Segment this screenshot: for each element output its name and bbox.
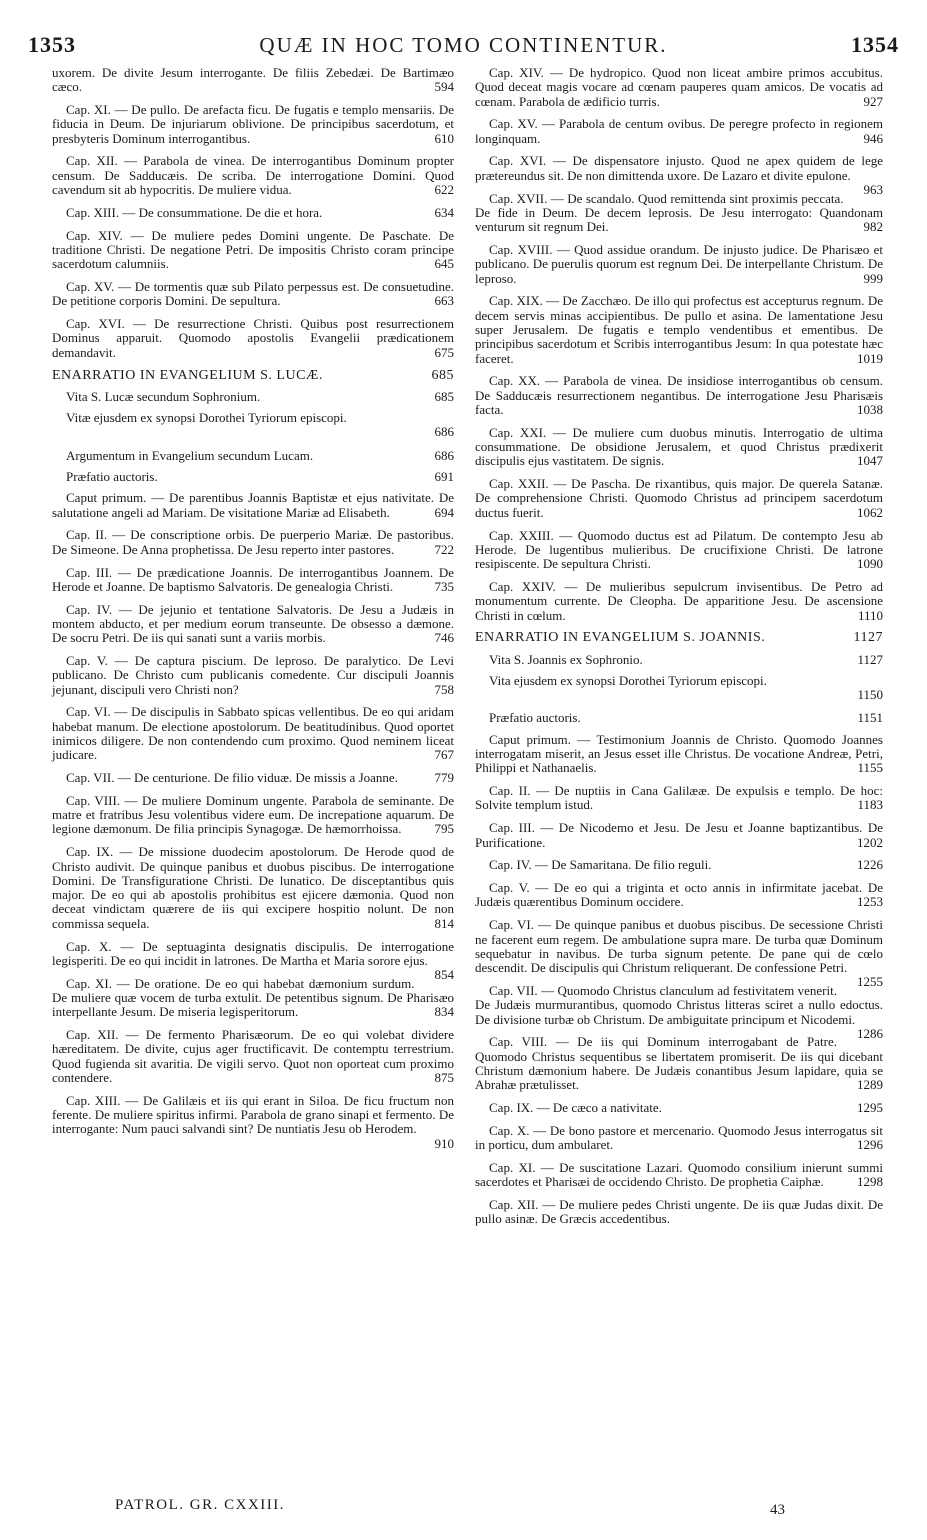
toc-chapter-entry bbox=[52, 103, 454, 146]
page-ref: 722 bbox=[434, 541, 454, 557]
chapter-summary: Cap. XIII. — De consummatione. De die et hora. bbox=[66, 204, 323, 220]
toc-chapter-entry bbox=[475, 117, 883, 146]
toc-chapter-entry bbox=[475, 580, 883, 623]
toc-plain-entry bbox=[489, 711, 883, 725]
page-ref: 1090 bbox=[857, 556, 883, 572]
toc-chapter-entry bbox=[475, 294, 883, 365]
page-ref: 685 bbox=[434, 388, 454, 404]
page-ref: 746 bbox=[434, 630, 454, 646]
toc-plain-entry bbox=[66, 449, 454, 463]
chapter-summary: Cap. XVII. — De scandalo. Quod remittenda sint proximis peccata. De fide in Deum. De decem leprosis. De Jesu interrogato: Quandonam venturum sit regnum Dei. bbox=[475, 190, 883, 235]
chapter-summary: Cap. IV. — De Samaritana. De filio reguli. bbox=[489, 857, 712, 873]
toc-chapter-entry bbox=[475, 821, 883, 850]
toc-chapter-entry bbox=[475, 1161, 883, 1190]
page-ref: 1062 bbox=[857, 504, 883, 520]
page-ref: 779 bbox=[434, 770, 454, 786]
toc-chapter-entry bbox=[475, 917, 883, 990]
page-ref: 1253 bbox=[857, 894, 883, 910]
toc-chapter-entry bbox=[52, 603, 454, 646]
page-ref: 634 bbox=[434, 204, 454, 220]
toc-chapter-entry bbox=[475, 784, 883, 813]
chapter-summary: Cap. XIII. — De Galilæis et iis qui erant in Siloa. De ficu fructum non ferente. De muliere spiritus infirmi. Parabola de grano sinapi et fermento. De interrogante: Num pauci salvandi sint? De nuntiatis Jesu ob Herodem. bbox=[52, 1092, 454, 1137]
toc-chapter-entry bbox=[475, 66, 883, 109]
page-ref: 1202 bbox=[857, 834, 883, 850]
section-heading bbox=[475, 631, 883, 645]
page-ref: 1298 bbox=[857, 1174, 883, 1190]
left-page-number: 1353 bbox=[28, 32, 76, 57]
chapter-summary: Cap. XI. — De suscitatione Lazari. Quomodo consilium inierunt summi sacerdotes et Pharisæi de occidendo Christo. De prophetia Caiphæ. bbox=[475, 1159, 883, 1190]
sheet-number: 43 bbox=[770, 1502, 785, 1518]
page-ref: 767 bbox=[434, 747, 454, 763]
chapter-summary: Caput primum. — Testimonium Joannis de Christo. Quomodo Joannes interrogatam miserit, an Jesus esset ille Christus. De vocatione Andreæ, Petri, Philippi et Nathanaelis. bbox=[475, 731, 883, 776]
chapter-summary: Cap. XIX. — De Zacchæo. De illo qui profectus est accepturus regnum. De decem servis minas accipientibus. De pullo et asina. De lamentatione Jesu super Jerusalem. De fugatis e templo vendentibus et ementibus. De principibus sacerdotum et Scribis interrogantibus Jesum: In qua potestate hæc faceret. bbox=[475, 293, 883, 366]
chapter-summary: Caput primum. — De parentibus Joannis Baptistæ et ejus nativitate. De salutatione angeli ad Mariam. De visitatione Mariæ ad Elisabeth. bbox=[52, 490, 454, 520]
chapter-summary: Cap. VI. — De quinque panibus et duobus piscibus. De secessione Christi ne facerent eum regem. De ambulatione supra mare. De turba quæ Dominum sequebatur in navibus. De turba signum petente. De pane qui de cœlo descendit. De discipulis qui Christum reliquerant. De confessione Petri. bbox=[475, 917, 883, 976]
toc-chapter-entry bbox=[52, 705, 454, 762]
toc-plain-entry bbox=[66, 390, 454, 404]
chapter-summary: Cap. XII. — De muliere pedes Christi ungente. De iis quæ Judas dixit. De pullo asinæ. De Græcis accedentibus. bbox=[475, 1197, 883, 1227]
page-ref: 1047 bbox=[857, 453, 883, 469]
toc-chapter-entry bbox=[475, 733, 883, 776]
page-ref: 854 bbox=[434, 967, 454, 983]
toc-chapter-entry bbox=[475, 858, 883, 872]
chapter-summary: Cap. VI. — De discipulis in Sabbato spicas vellentibus. De eo qui aridam habebat manum. De electione apostolorum. De beatitudinibus. Quod oportet inimicos diligere. De non contendendo cum proximo. Quod neminem liceat judicare. bbox=[52, 704, 454, 763]
toc-chapter-entry bbox=[52, 845, 454, 931]
page-ref: 1286 bbox=[857, 1025, 883, 1041]
right-page-number: 1354 bbox=[850, 32, 899, 57]
toc-plain-entry bbox=[489, 674, 883, 703]
chapter-summary: Cap. III. — De prædicatione Joannis. De interrogantibus Joannem. De Herode et Joanne. De baptismo Salvatoris. De genealogia Christi. bbox=[52, 564, 454, 594]
toc-chapter-entry bbox=[475, 1198, 883, 1227]
toc-plain-entry bbox=[489, 653, 883, 667]
page-ref: 694 bbox=[434, 504, 454, 520]
chapter-summary: Cap. XVI. — De resurrectione Christi. Quibus post resurrectionem Dominus apparuit. Quomodo apostolis Evangelii prædicationem demandavit. bbox=[52, 316, 454, 360]
toc-chapter-entry bbox=[52, 229, 454, 272]
footer-signature: PATROL. GR. CXXIII. bbox=[115, 1497, 286, 1513]
page-ref: 691 bbox=[434, 469, 454, 485]
entry-title: Vita ejusdem ex synopsi Dorothei Tyriorum episcopi. bbox=[489, 672, 767, 688]
chapter-summary: Cap. X. — De septuaginta designatis discipulis. De interrogatione legisperiti. De eo qui incidit in latrones. De Martha et Maria sorore ejus. bbox=[52, 938, 454, 968]
running-title: QUÆ IN HOC TOMO CONTINENTUR. bbox=[259, 33, 668, 57]
toc-chapter-entry bbox=[52, 938, 454, 983]
toc-chapter-entry bbox=[52, 66, 454, 95]
section-heading bbox=[52, 369, 454, 383]
toc-plain-entry bbox=[66, 411, 454, 440]
page-ref: 1038 bbox=[857, 401, 883, 417]
page-ref: 1019 bbox=[857, 350, 883, 366]
page-ref: 1295 bbox=[857, 1100, 883, 1116]
page-ref: 1127 bbox=[857, 651, 883, 667]
toc-chapter-entry bbox=[52, 206, 454, 220]
entry-title: Præfatio auctoris. bbox=[489, 710, 581, 726]
chapter-summary: uxorem. De divite Jesum interrogante. De filiis Zebedæi. De Bartimæo cæco. bbox=[52, 65, 454, 95]
chapter-summary: Cap. X. — De bono pastore et mercenario. Quomodo Jesus interrogatus sit in porticu, dum ambularet. bbox=[475, 1122, 883, 1153]
page-ref: 622 bbox=[434, 182, 454, 198]
toc-chapter-entry bbox=[52, 491, 454, 520]
left-column bbox=[52, 66, 454, 1151]
toc-chapter-entry bbox=[52, 771, 454, 785]
page-ref: 686 bbox=[434, 424, 454, 440]
entry-title: Præfatio auctoris. bbox=[66, 469, 158, 485]
toc-chapter-entry bbox=[52, 528, 454, 557]
chapter-summary: Cap. V. — De captura piscium. De leproso. De paralytico. De Levi publicano. De Christo cum publicanis comedente. Cur discipuli Joannis jejunant, discipuli vero Christi non? bbox=[52, 653, 454, 697]
toc-chapter-entry bbox=[475, 1124, 883, 1153]
toc-chapter-entry bbox=[475, 374, 883, 417]
page-ref: 758 bbox=[434, 681, 454, 697]
toc-chapter-entry bbox=[475, 426, 883, 469]
chapter-summary: Cap. IV. — De jejunio et tentatione Salvatoris. De Jesu a Judæis in montem abducto, et per medium eorum transeunte. De obsesso a dæmone. De socru Petri. De iis qui sanati sunt a variis morbis. bbox=[52, 601, 454, 646]
toc-chapter-entry bbox=[52, 280, 454, 309]
chapter-summary: Cap. VII. — Quomodo Christus clanculum ad festivitatem venerit. De Judæis murmurantibus, quomodo Christus litteras sciret a nullo edoctus. De divisione turbæ ob Christum. De ambiguitate principum et Nicodemi. bbox=[475, 982, 883, 1027]
page-ref: 1110 bbox=[857, 607, 883, 623]
chapter-summary: Cap. VIII. — De muliere Dominum ungente. Parabola de seminante. De matre et fratribus Jesu volentibus videre eum. De increpatione aquarum. De legione dæmonum. De filia principis Synagogæ. De hæmorrhoissa. bbox=[52, 792, 454, 837]
page-ref: 1151 bbox=[857, 710, 883, 726]
chapter-summary: Cap. V. — De eo qui a triginta et octo annis in infirmitate jacebat. De Judæis quærentibus Dominum occidere. bbox=[475, 880, 883, 910]
toc-chapter-entry bbox=[475, 1101, 883, 1115]
toc-chapter-entry bbox=[475, 153, 883, 198]
page-ref: 795 bbox=[434, 821, 454, 837]
chapter-summary: Cap. II. — De conscriptione orbis. De puerperio Mariæ. De pastoribus. De Simeone. De Anna prophetissa. De Jesu reperto inter pastores. bbox=[52, 527, 454, 557]
chapter-summary: Cap. XIV. — De hydropico. Quod non liceat ambire primos accubitus. Quod deceat magis vocare ad cœnam pauperes quam amicos. De vocatis ad cœnam. Parabola de ædificio turris. bbox=[475, 65, 883, 109]
entry-title: Argumentum in Evangelium secundum Lucam. bbox=[66, 447, 314, 463]
chapter-summary: Cap. II. — De nuptiis in Cana Galilææ. De expulsis e templo. De hoc: Solvite templum istud. bbox=[475, 783, 883, 813]
page-ref: 1255 bbox=[857, 974, 883, 990]
page-ref: 1289 bbox=[857, 1077, 883, 1093]
chapter-summary: Cap. XIV. — De muliere pedes Domini ungente. De Paschate. De traditione Christi. De negatione Petri. De impositis Christo coram principe sacerdotum calumniis. bbox=[52, 227, 454, 272]
page-ref: 982 bbox=[863, 219, 883, 235]
right-column bbox=[475, 66, 883, 1235]
chapter-summary: Cap. XX. — Parabola de vinea. De insidiose interrogantibus ob censum. De Sadducæis resurrectionem negantibus. De interrogatione Jesu Pharisæis facta. bbox=[475, 373, 883, 417]
page-ref: 1296 bbox=[857, 1137, 883, 1153]
page-ref: 1127 bbox=[853, 630, 883, 646]
entry-title: Vitæ ejusdem ex synopsi Dorothei Tyriorum episcopi. bbox=[66, 410, 347, 426]
chapter-summary: Cap. IX. — De missione duodecim apostolorum. De Herode quod de Christo audivit. De quinque panibus et duobus piscibus. De interrogatione Domini. De Transfiguratione Christi. De lunatico. De disceptantibus quis major. De eo qui ab apostolis prohibitus est ejicere dæmonia. Quod non deceat vindictam quærere de iis qui excipere hospitio nolunt. De non commissa sequela. bbox=[52, 844, 454, 931]
page-ref: 663 bbox=[434, 293, 454, 309]
page-ref: 999 bbox=[863, 270, 883, 286]
chapter-summary: Cap. XV. — Parabola de centum ovibus. De peregre profecto in regionem longinquam. bbox=[475, 116, 883, 146]
chapter-summary: Cap. VIII. — De iis qui Dominum interrogabant de Patre. Quomodo Christus sequentibus se libertatem promiserit. De iis qui dicebant Christum dæmonium habere. De Judæis conantibus Jesum lapidare, quia se Abrahæ prætulisset. bbox=[475, 1034, 883, 1093]
toc-chapter-entry bbox=[475, 192, 883, 235]
section-title: ENARRATIO IN EVANGELIUM S. JOANNIS. bbox=[475, 630, 766, 646]
chapter-summary: Cap. XI. — De oratione. De eo qui habebat dæmonium surdum. De muliere quæ vocem de turba extulit. De petentibus signum. De Pharisæo interpellante Jesum. De miseria legisperitorum. bbox=[52, 975, 454, 1020]
section-title: ENARRATIO IN EVANGELIUM S. LUCÆ. bbox=[52, 367, 323, 383]
page-ref: 686 bbox=[434, 447, 454, 463]
chapter-summary: Cap. XI. — De pullo. De arefacta ficu. De fugatis e templo mensariis. De fiducia in Deum. De injuriarum oblivione. De principibus sacerdotum, et presbyteris Dominum interrogantibus. bbox=[52, 102, 454, 146]
page-ref: 645 bbox=[434, 256, 454, 272]
entry-title: Vita S. Lucæ secundum Sophronium. bbox=[66, 388, 261, 404]
page-ref: 1155 bbox=[857, 760, 883, 776]
running-header bbox=[28, 32, 899, 60]
chapter-summary: Cap. XXIII. — Quomodo ductus est ad Pilatum. De contempto Jesu ab Herode. De lugentibus mulieribus. De crucifixione Christi. De latrone resipiscente. De sepultura Christi. bbox=[475, 527, 883, 572]
chapter-summary: Cap. VII. — De centurione. De filio viduæ. De missis a Joanne. bbox=[66, 770, 398, 786]
chapter-summary: Cap. XXI. — De muliere cum duobus minutis. Interrogatio de ultima consummatione. De obsidione Jerusalem, et quod Christus prædixerit discipulis ejus vastitatem. De signis. bbox=[475, 424, 883, 469]
page-ref: 1226 bbox=[857, 857, 883, 873]
chapter-summary: Cap. XII. — De fermento Pharisæorum. De eo qui volebat dividere hæreditatem. De divite, cujus ager fructificavit. De contemptu terrestrium. Quod fugienda sit avaritia. De vigili servo. Quot non oporteat cum proximo contendere. bbox=[52, 1027, 454, 1085]
chapter-summary: Cap. XV. — De tormentis quæ sub Pilato perpessus est. De consuetudine. De petitione corporis Domini. De sepultura. bbox=[52, 279, 454, 309]
page-ref: 834 bbox=[434, 1004, 454, 1020]
page-ref: 875 bbox=[434, 1069, 454, 1085]
toc-chapter-entry bbox=[475, 881, 883, 910]
page-ref: 685 bbox=[431, 367, 454, 383]
page-ref: 594 bbox=[434, 79, 454, 95]
page-ref: 610 bbox=[434, 130, 454, 146]
toc-chapter-entry bbox=[475, 529, 883, 572]
chapter-summary: Cap. IX. — De cæco a nativitate. bbox=[489, 1100, 662, 1116]
chapter-summary: Cap. XVIII. — Quod assidue orandum. De injusto judice. De Pharisæo et publicano. De puerulis quorum est regnum Dei. De interpellante Christum. De leproso. bbox=[475, 241, 883, 286]
toc-chapter-entry bbox=[52, 654, 454, 697]
page-ref: 675 bbox=[434, 344, 454, 360]
page-ref: 814 bbox=[434, 915, 454, 931]
toc-chapter-entry bbox=[475, 1035, 883, 1092]
page-ref: 1183 bbox=[857, 797, 883, 813]
chapter-summary: Cap. III. — De Nicodemo et Jesu. De Jesu et Joanne baptizantibus. De Purificatione. bbox=[475, 820, 883, 850]
toc-chapter-entry bbox=[52, 794, 454, 837]
toc-chapter-entry bbox=[52, 566, 454, 595]
page-ref: 946 bbox=[863, 130, 883, 146]
page-ref: 910 bbox=[434, 1135, 454, 1151]
page-ref: 735 bbox=[434, 578, 454, 594]
toc-chapter-entry bbox=[52, 1092, 454, 1151]
toc-chapter-entry bbox=[475, 243, 883, 286]
toc-chapter-entry bbox=[52, 977, 454, 1020]
chapter-summary: Cap. XXIV. — De mulieribus sepulcrum invisentibus. De Petro ad monumentum currente. De Cleopha. De apparitione Jesu. De ascensione Christi in cœlum. bbox=[475, 578, 883, 623]
toc-chapter-entry bbox=[52, 317, 454, 360]
chapter-summary: Cap. XVI. — De dispensatore injusto. Quod ne apex quidem de lege prætereundus sit. De non dimittenda uxore. De Lazaro et divite epulone. bbox=[475, 153, 883, 183]
toc-plain-entry bbox=[66, 470, 454, 484]
toc-chapter-entry bbox=[52, 1028, 454, 1085]
page-ref: 927 bbox=[863, 93, 883, 109]
entry-title: Vita S. Joannis ex Sophronio. bbox=[489, 651, 643, 667]
page-ref: 963 bbox=[863, 182, 883, 198]
page-ref: 1150 bbox=[857, 687, 883, 703]
chapter-summary: Cap. XXII. — De Pascha. De rixantibus, quis major. De querela Satanæ. De comprehensione Christi. Quomodo Christus ad principem sacerdotum ductus fuerit. bbox=[475, 476, 883, 520]
toc-chapter-entry bbox=[52, 154, 454, 197]
chapter-summary: Cap. XII. — Parabola de vinea. De interrogantibus Dominum propter censum. De Sadducæis. De scriba. De interrogatione Domini. Quod cavendum sit ab hypocritis. De muliere vidua. bbox=[52, 153, 454, 198]
toc-chapter-entry bbox=[475, 477, 883, 520]
